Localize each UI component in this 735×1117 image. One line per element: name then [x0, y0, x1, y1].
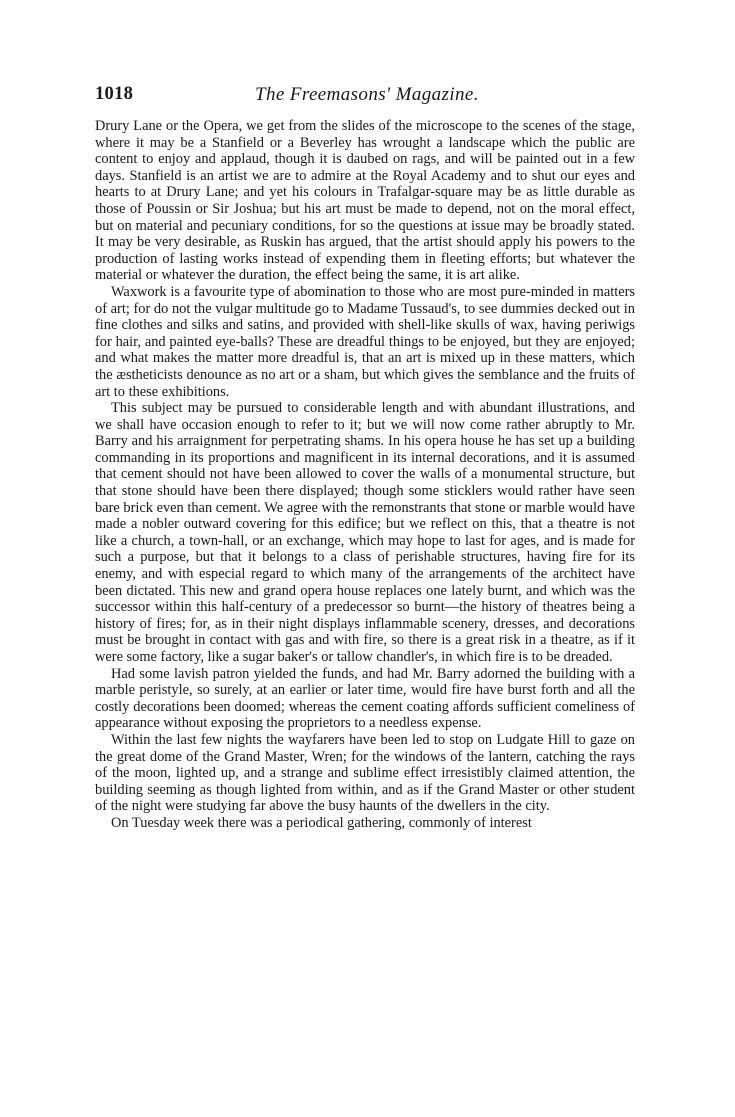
running-title: The Freemasons' Magazine. [255, 84, 479, 105]
article-body [95, 118, 635, 832]
paragraph-1: Drury Lane or the Opera, we get from the slides of the microscope to the scenes of the stage, where it may be a Stanfield or a Beverley has wrought a landscape which the public are content to enjoy and applaud, though it is daubed on rags, and will be painted out in a few days. Stanfield is an artist we are to admire at the Royal Academy and to shut our eyes and hearts to at Drury Lane; and yet his colours in Trafalgar-square may be as little durable as those of Poussin or Sir Joshua; but his art must be made to depend, not on the moral effect, but on material and pecuniary conditions, for so the questions at issue may be broadly stated. It may be very desirable, as Ruskin has argued, that the artist should apply his powers to the production of lasting works instead of expending them in fleeting efforts; but whatever the material or whatever the duration, the effect being the same, it is art alike. [95, 118, 635, 284]
paragraph-5: Within the last few nights the wayfarers have been led to stop on Ludgate Hill to gaze on the great dome of the Grand Master, Wren; for the windows of the lantern, catching the rays of the moon, lighted up, and a strange and sublime effect irresistibly claimed attention, the building seeming as though lighted from within, and as if the Grand Master or other student of the night were studying far above the busy haunts of the dwellers in the city. [95, 731, 635, 815]
page-header [95, 84, 633, 110]
paragraph-6: On Tuesday week there was a periodical gathering, commonly of interest [111, 814, 532, 831]
paragraph-3: This subject may be pursued to considerable length and with abundant illustrations, and we shall have occasion enough to refer to it; but we will now come rather abruptly to Mr. Barry and his arraignment for perpetrating shams. In his opera house he has set up a building commanding in its proportions and magnificent in its internal decorations, and it is assumed that cement should not have been allowed to cover the walls of a monumental structure, but that stone should have been there displayed; though some sticklers would rather have seen bare brick even than cement. We agree with the remonstrants that stone or marble would have made a nobler outward covering for this edifice; but we reflect on this, that a theatre is not like a church, a town-hall, or an exchange, which may hope to last for ages, and is made for such a purpose, but that it belongs to a class of perishable structures, having fire for its enemy, and with especial regard to which many of the arrangements of the architect have been dictated. This new and grand opera house replaces one lately burnt, and which was the successor within this half-century of a predecessor so burnt—the history of theatres being a history of fires; for, as in their night displays inflammable scenery, dresses, and decorations must be brought in contact with gas and with fire, so there is a great risk in a theatre, as if it were some factory, like a sugar baker's or tallow chandler's, in which fire is to be dreaded. [95, 400, 635, 665]
paragraph-2: Waxwork is a favourite type of abomination to those who are most pure-minded in matters of art; for do not the vulgar multitude go to Madame Tussaud's, to see dummies decked out in fine clothes and silks and satins, and provided with shell-like skulls of wax, having periwigs for hair, and painted eye-balls? These are dreadful things to be enjoyed, but they are enjoyed; and what makes the matter more dreadful is, that an art is mixed up in these matters, which the æstheticists denounce as no art or a sham, but which gives the semblance and the fruits of art to these exhibitions. [95, 283, 635, 400]
page-number: 1018 [95, 84, 134, 104]
paragraph-4: Had some lavish patron yielded the funds, and had Mr. Barry adorned the building with a marble peristyle, so surely, at an earlier or later time, would fire have burst forth and all the costly decorations been doomed; whereas the cement coating affords sufficient comeliness of appearance without exposing the proprietors to a needless expense. [95, 665, 635, 732]
